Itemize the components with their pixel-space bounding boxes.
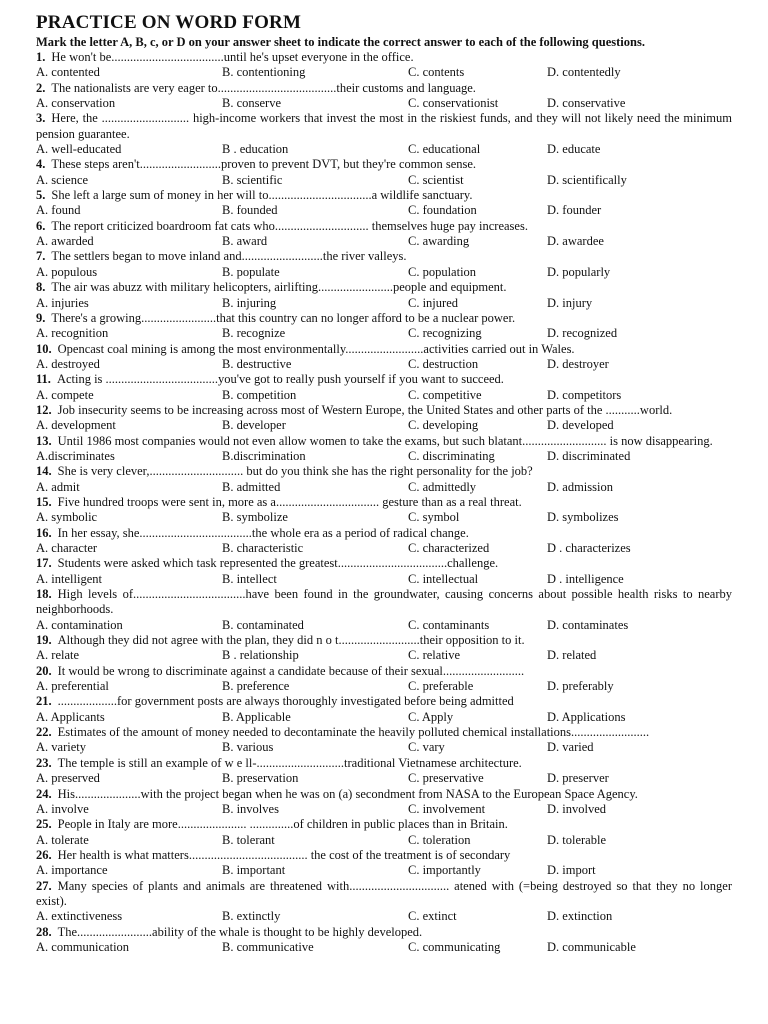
answer-option-b: B. Applicable — [222, 709, 291, 724]
question-item — [36, 817, 732, 848]
question-stem — [36, 111, 732, 142]
answer-options — [36, 96, 732, 111]
question-item — [36, 111, 732, 157]
answer-option-a: A. preserved — [36, 771, 100, 786]
question-item — [36, 526, 732, 557]
answer-option-a: A. well-educated — [36, 142, 122, 157]
question-text: These steps aren't..........................proven to prevent DVT, but they're common sense. — [51, 157, 477, 172]
answer-option-b: B. injuring — [222, 295, 277, 310]
question-stem — [36, 311, 732, 326]
question-stem — [36, 925, 732, 940]
question-stem — [36, 372, 732, 387]
question-text: She is very clever,.............................. but do you think she has the right personality for the job? — [57, 464, 533, 479]
answer-options — [36, 418, 732, 433]
answer-option-d: D. scientifically — [547, 172, 627, 187]
answer-option-a: A. compete — [36, 387, 94, 402]
answer-option-b: B. preference — [222, 679, 290, 694]
question-item — [36, 50, 732, 81]
question-text: His.....................with the project began when he was on (a) secondment from NASA to the European Space Agency. — [57, 786, 638, 801]
question-item — [36, 464, 732, 495]
question-number: 18. — [36, 587, 52, 602]
question-number: 24. — [36, 786, 52, 801]
question-number: 14. — [36, 464, 52, 479]
question-item — [36, 756, 732, 787]
question-text: The nationalists are very eager to......................................their customs and language. — [51, 80, 476, 95]
answer-option-b: B. destructive — [222, 356, 292, 371]
answer-option-c: C. communicating — [408, 939, 501, 954]
answer-options — [36, 326, 732, 341]
answer-options — [36, 863, 732, 878]
answer-option-b: B. contentioning — [222, 65, 306, 80]
answer-options — [36, 802, 732, 817]
answer-option-c: C. toleration — [408, 832, 471, 847]
question-stem — [36, 848, 732, 863]
answer-options — [36, 65, 732, 80]
question-stem — [36, 495, 732, 510]
answer-option-d: D . characterizes — [547, 541, 631, 555]
question-stem — [36, 219, 732, 234]
question-item — [36, 787, 732, 818]
question-text: Here, the ............................ high-income workers that invest the most in the riskiest funds, and they will not likely need the minimum pension guarantee. — [36, 111, 732, 141]
question-item — [36, 633, 732, 664]
question-text: Job insecurity seems to be increasing across most of Western Europe, the United States and other parts of the ...........world. — [57, 402, 673, 417]
answer-options — [36, 296, 732, 311]
question-text: Many species of plants and animals are threatened with................................ atened with (=being destroyed so that they no longer exist). — [36, 878, 732, 908]
answer-option-c: C. admittedly — [408, 479, 477, 494]
answer-option-a: A. awarded — [36, 234, 94, 249]
answer-option-d: D. destroyer — [547, 356, 609, 371]
question-number: 28. — [36, 924, 52, 939]
answer-option-b: B. symbolize — [222, 510, 288, 525]
answer-option-c: C. developing — [408, 418, 479, 433]
question-stem — [36, 157, 732, 172]
question-item — [36, 311, 732, 342]
question-item — [36, 925, 732, 956]
answer-option-c: C. characterized — [408, 541, 490, 555]
answer-option-a: A. development — [36, 418, 116, 433]
question-item — [36, 219, 732, 250]
question-number: 26. — [36, 847, 52, 862]
answer-options — [36, 203, 732, 218]
answer-option-b: B. admitted — [222, 479, 281, 494]
answer-option-d: D. educate — [547, 142, 601, 157]
question-stem — [36, 81, 732, 96]
answer-options — [36, 940, 732, 955]
answer-option-b: B. characteristic — [222, 541, 304, 555]
answer-options — [36, 771, 732, 786]
answer-option-d: D. conservative — [547, 96, 626, 111]
answer-option-d: D . intelligence — [547, 571, 624, 586]
answer-options — [36, 357, 732, 372]
question-item — [36, 664, 732, 695]
question-number: 15. — [36, 494, 52, 509]
question-number: 23. — [36, 755, 52, 770]
question-item — [36, 879, 732, 925]
answer-option-d: D. varied — [547, 740, 594, 755]
answer-option-b: B. scientific — [222, 172, 283, 187]
answer-option-c: C. recognizing — [408, 326, 482, 341]
answer-option-a: A. relate — [36, 648, 80, 663]
answer-option-d: D. competitors — [547, 387, 622, 402]
answer-option-d: D. popularly — [547, 264, 611, 279]
answer-option-c: C. scientist — [408, 172, 464, 187]
answer-option-b: B. extinctly — [222, 909, 281, 924]
question-number: 12. — [36, 402, 52, 417]
question-stem — [36, 756, 732, 771]
question-stem — [36, 526, 732, 541]
answer-option-d: D. contentedly — [547, 65, 621, 80]
instructions: Mark the letter A, B, c, or D on your answer sheet to indicate the correct answer to each of the following questions. — [36, 35, 645, 49]
answer-option-c: C. foundation — [408, 203, 477, 218]
question-number: 25. — [36, 817, 52, 832]
question-item — [36, 725, 732, 756]
answer-option-b: B. contaminated — [222, 617, 304, 632]
question-text: The report criticized boardroom fat cats who.............................. themselves huge pay increases. — [51, 218, 528, 233]
answer-option-d: D. developed — [547, 418, 614, 433]
question-text: In her essay, she....................................the whole era as a period of radical change. — [57, 525, 469, 540]
question-item — [36, 342, 732, 373]
question-number: 5. — [36, 188, 46, 203]
answer-option-b: B . relationship — [222, 648, 299, 663]
question-text: Estimates of the amount of money needed to decontaminate the heavily polluted chemical installations......................... — [57, 725, 650, 740]
answer-option-c: C. importantly — [408, 863, 481, 878]
answer-option-c: C. preferable — [408, 679, 474, 694]
answer-options — [36, 234, 732, 249]
question-number: 16. — [36, 525, 52, 540]
answer-option-c: C. Apply — [408, 709, 454, 724]
question-stem — [36, 694, 732, 709]
answer-option-c: C. contaminants — [408, 617, 490, 632]
question-text: ...................for government posts are always thoroughly investigated before being admitted — [57, 694, 514, 709]
answer-option-c: C. preservative — [408, 771, 484, 786]
question-text: The air was abuzz with military helicopters, airlifting........................people and equipment. — [51, 280, 507, 295]
answer-options — [36, 648, 732, 663]
answer-options — [36, 142, 732, 157]
answer-option-c: C. destruction — [408, 356, 479, 371]
answer-option-b: B. tolerant — [222, 832, 275, 847]
question-text: Five hundred troops were sent in, more as a................................. gesture than as a real threat. — [57, 494, 522, 509]
question-item — [36, 434, 732, 465]
answer-option-b: B. various — [222, 740, 274, 755]
question-stem — [36, 188, 732, 203]
answer-option-b: B. conserve — [222, 96, 282, 111]
question-text: The........................ability of the whale is thought to be highly developed. — [57, 924, 423, 939]
answer-option-d: D. communicable — [547, 939, 636, 954]
question-stem — [36, 342, 732, 357]
answer-options — [36, 388, 732, 403]
answer-options — [36, 541, 732, 556]
answer-option-d: D. discriminated — [547, 448, 631, 463]
answer-option-a: A. contented — [36, 65, 100, 80]
question-number: 22. — [36, 725, 52, 740]
answer-options — [36, 480, 732, 495]
question-item — [36, 249, 732, 280]
question-text: It would be wrong to discriminate against a candidate because of their sexual.......................... — [57, 663, 525, 678]
question-item — [36, 372, 732, 403]
answer-option-a: A. intelligent — [36, 571, 102, 586]
question-text: There's a growing........................that this country can no longer afford to be a nuclear power. — [51, 310, 516, 325]
question-text: People in Italy are more...................... ..............of children in public places than in Britain. — [57, 817, 508, 832]
answer-option-d: D. preferably — [547, 679, 614, 694]
answer-option-d: D. preserver — [547, 771, 609, 786]
question-item — [36, 556, 732, 587]
answer-option-a: A. recognition — [36, 326, 109, 341]
answer-option-d: D. recognized — [547, 326, 618, 341]
question-text: She left a large sum of money in her will to.................................a wildlife sanctuary. — [51, 188, 473, 203]
answer-option-c: C. symbol — [408, 510, 460, 525]
answer-option-a: A. contamination — [36, 617, 123, 632]
question-stem — [36, 587, 732, 618]
question-text: He won't be....................................until he's upset everyone in the office. — [51, 50, 414, 64]
answer-option-c: C. injured — [408, 295, 458, 310]
question-number: 8. — [36, 280, 46, 295]
answer-option-b: B. founded — [222, 203, 278, 218]
question-text: Students were asked which task represented the greatest...................................challenge. — [57, 556, 499, 571]
answer-options — [36, 572, 732, 587]
question-stem — [36, 280, 732, 295]
answer-options — [36, 740, 732, 755]
answer-option-c: C. conservationist — [408, 96, 499, 111]
answer-option-c: C. awarding — [408, 234, 470, 249]
answer-options — [36, 449, 732, 464]
answer-option-c: C. competitive — [408, 387, 482, 402]
answer-option-b: B. competition — [222, 387, 297, 402]
page-title: PRACTICE ON WORD FORM — [36, 12, 302, 33]
answer-option-b: B. developer — [222, 418, 286, 433]
answer-option-d: D. import — [547, 863, 596, 878]
question-text: Acting is ....................................you've got to really push yourself if you want to succeed. — [56, 372, 504, 387]
question-number: 19. — [36, 633, 52, 648]
question-item — [36, 403, 732, 434]
answer-option-a: A. found — [36, 203, 81, 218]
answer-option-d: D. related — [547, 648, 597, 663]
answer-option-b: B. award — [222, 234, 268, 249]
answer-options — [36, 679, 732, 694]
answer-option-a: A. science — [36, 172, 89, 187]
answer-option-c: C. discriminating — [408, 448, 495, 463]
answer-option-c: C. contents — [408, 65, 465, 80]
answer-option-d: D. Applications — [547, 709, 626, 724]
question-text: The temple is still an example of w e ll-............................traditional Vietnamese architecture. — [57, 755, 522, 770]
answer-option-b: B. involves — [222, 801, 279, 816]
answer-option-a: A. destroyed — [36, 356, 100, 371]
question-number: 4. — [36, 157, 46, 172]
answer-options — [36, 510, 732, 525]
answer-option-a: A. symbolic — [36, 510, 98, 525]
question-item — [36, 280, 732, 311]
question-number: 3. — [36, 111, 46, 126]
answer-option-a: A.discriminates — [36, 448, 115, 463]
question-text: Although they did not agree with the plan, they did n o t..........................their opposition to it. — [57, 633, 525, 648]
answer-option-a: A. populous — [36, 264, 98, 279]
answer-option-a: A. character — [36, 541, 98, 555]
question-number: 11. — [36, 372, 51, 387]
answer-option-d: D. extinction — [547, 909, 613, 924]
answer-option-b: B. populate — [222, 264, 280, 279]
answer-option-b: B.discrimination — [222, 448, 306, 463]
answer-option-b: B. recognize — [222, 326, 286, 341]
answer-options — [36, 618, 732, 633]
answer-option-d: D. involved — [547, 801, 607, 816]
question-number: 21. — [36, 694, 52, 709]
answer-option-a: A. admit — [36, 479, 80, 494]
answer-option-c: C. extinct — [408, 909, 457, 924]
answer-option-a: A. involve — [36, 801, 89, 816]
question-stem — [36, 787, 732, 802]
answer-option-d: D. tolerable — [547, 832, 607, 847]
question-item — [36, 587, 732, 633]
answer-option-d: D. founder — [547, 203, 602, 218]
answer-option-a: A. tolerate — [36, 832, 89, 847]
question-stem — [36, 664, 732, 679]
question-stem — [36, 249, 732, 264]
answer-option-a: A. communication — [36, 939, 130, 954]
answer-option-c: C. involvement — [408, 801, 486, 816]
question-number: 27. — [36, 878, 52, 893]
question-stem — [36, 464, 732, 479]
question-item — [36, 157, 732, 188]
answer-option-d: D. awardee — [547, 234, 604, 249]
question-item — [36, 848, 732, 879]
answer-option-a: A. extinctiveness — [36, 909, 123, 924]
question-item — [36, 694, 732, 725]
answer-option-d: D. admission — [547, 479, 613, 494]
answer-option-b: B. intellect — [222, 571, 277, 586]
question-text: Opencast coal mining is among the most environmentally.........................activities carried out in Wales. — [57, 341, 575, 356]
question-stem — [36, 633, 732, 648]
answer-option-a: A. importance — [36, 863, 108, 878]
answer-options — [36, 710, 732, 725]
question-stem — [36, 50, 732, 65]
answer-option-c: C. intellectual — [408, 571, 479, 586]
answer-option-a: A. variety — [36, 740, 86, 755]
question-item — [36, 81, 732, 112]
question-text: High levels of....................................have been found in the groundwater, causing concerns about possible health risks to nearby neighborhoods. — [36, 587, 732, 617]
answer-option-b: B. important — [222, 863, 286, 878]
answer-option-a: A. Applicants — [36, 709, 105, 724]
question-list — [36, 50, 732, 955]
answer-option-c: C. population — [408, 264, 477, 279]
question-item — [36, 495, 732, 526]
question-text: Her health is what matters...................................... the cost of the treatment is of secondary — [57, 847, 511, 862]
answer-option-d: D. contaminates — [547, 617, 629, 632]
question-text: Until 1986 most companies would not even allow women to take the exams, but such blatant........................... is now disappearing. — [57, 433, 713, 448]
answer-option-b: B. communicative — [222, 939, 314, 954]
answer-option-b: B. preservation — [222, 771, 299, 786]
answer-option-c: C. relative — [408, 648, 461, 663]
answer-options — [36, 173, 732, 188]
question-number: 17. — [36, 556, 52, 571]
question-number: 20. — [36, 663, 52, 678]
answer-options — [36, 833, 732, 848]
question-number: 9. — [36, 310, 46, 325]
question-number: 2. — [36, 80, 46, 95]
question-stem — [36, 725, 732, 740]
answer-option-c: C. educational — [408, 142, 481, 157]
question-number: 7. — [36, 249, 46, 264]
answer-option-b: B . education — [222, 142, 289, 157]
question-number: 6. — [36, 218, 46, 233]
question-stem — [36, 879, 732, 910]
answer-option-a: A. conservation — [36, 96, 116, 111]
question-number: 13. — [36, 433, 52, 448]
answer-option-c: C. vary — [408, 740, 445, 755]
question-stem — [36, 403, 732, 418]
question-text: The settlers began to move inland and..........................the river valleys. — [51, 249, 407, 264]
question-item — [36, 188, 732, 219]
question-stem — [36, 434, 732, 449]
answer-options — [36, 909, 732, 924]
answer-option-a: A. preferential — [36, 679, 109, 694]
answer-option-d: D. injury — [547, 295, 593, 310]
question-stem — [36, 817, 732, 832]
question-stem — [36, 556, 732, 571]
answer-options — [36, 265, 732, 280]
question-number: 10. — [36, 341, 52, 356]
question-number: 1. — [36, 50, 46, 64]
answer-option-d: D. symbolizes — [547, 510, 619, 525]
answer-option-a: A. injuries — [36, 295, 89, 310]
